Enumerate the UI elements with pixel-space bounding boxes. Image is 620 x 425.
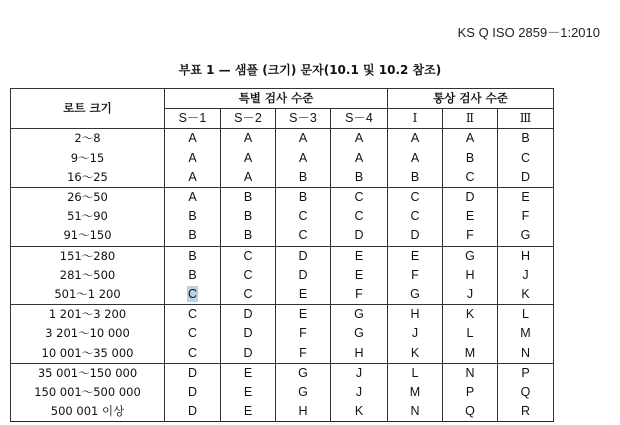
code-letter-cell: B (276, 168, 331, 188)
code-letter-cell: F (388, 266, 443, 285)
code-letter-cell: B (388, 168, 443, 188)
code-letter-cell: B (276, 188, 331, 208)
code-letter-cell: D (165, 383, 221, 402)
lot-size-cell: 150 001～500 000 (11, 383, 165, 402)
code-letter-cell: B (165, 207, 221, 226)
code-letter-cell: H (388, 305, 443, 325)
code-letter-cell: D (165, 363, 221, 383)
table-row (11, 402, 554, 422)
code-letter-cell: B (221, 188, 276, 208)
code-letter-cell: F (498, 207, 554, 226)
code-letter-cell: D (221, 305, 276, 325)
code-letter-cell: G (498, 226, 554, 246)
code-letter-cell: D (276, 246, 331, 266)
code-letter-cell: M (498, 324, 554, 343)
table-row (11, 324, 554, 343)
code-letter-cell: N (388, 402, 443, 422)
code-letter-cell: K (331, 402, 388, 422)
code-letter-cell: M (443, 344, 498, 364)
code-letter-cell: C (221, 285, 276, 305)
lot-size-cell: 500 001 이상 (11, 402, 165, 422)
code-letter-cell: K (443, 305, 498, 325)
code-letter-cell: E (498, 188, 554, 208)
code-letter-cell: C (331, 188, 388, 208)
code-letter-cell: J (331, 383, 388, 402)
table-row (11, 266, 554, 285)
code-letter-cell: G (443, 246, 498, 266)
table-row (11, 305, 554, 325)
code-letter-cell: E (388, 246, 443, 266)
special-inspection-level-header: 특별 검사 수준 (165, 89, 388, 109)
code-letter-cell: A (221, 168, 276, 188)
code-letter-cell: A (331, 129, 388, 149)
code-letter-cell: A (221, 129, 276, 149)
general-inspection-level-header: 통상 검사 수준 (388, 89, 554, 109)
code-letter-cell: G (388, 285, 443, 305)
code-letter-cell: D (276, 266, 331, 285)
code-letter-cell: E (221, 363, 276, 383)
code-letter-cell: C (276, 207, 331, 226)
table-row (11, 226, 554, 246)
level-header-s3: S－3 (276, 109, 331, 129)
code-letter-cell: C (388, 188, 443, 208)
code-letter-cell: L (498, 305, 554, 325)
code-letter-cell: F (276, 324, 331, 343)
table-caption: 부표 1 — 샘플 (크기) 문자(10.1 및 10.2 참조) (178, 63, 442, 77)
code-letter-cell: N (498, 344, 554, 364)
lot-size-header: 로트 크기 (11, 89, 165, 129)
code-letter-cell: C (388, 207, 443, 226)
code-letter-cell: A (221, 149, 276, 168)
table-row (11, 188, 554, 208)
level-header-i: Ⅰ (388, 109, 443, 129)
lot-size-cell: 1 201～3 200 (11, 305, 165, 325)
code-letter-cell: A (165, 149, 221, 168)
code-letter-cell: B (165, 246, 221, 266)
code-letter-cell: L (388, 363, 443, 383)
lot-size-cell: 151～280 (11, 246, 165, 266)
code-letter-cell: H (276, 402, 331, 422)
code-letter-cell: C (221, 246, 276, 266)
code-letter-cell: D (331, 226, 388, 246)
level-header-s2: S－2 (221, 109, 276, 129)
code-letter-cell: A (165, 168, 221, 188)
code-letter-cell: G (276, 363, 331, 383)
code-letter-cell: C (498, 149, 554, 168)
lot-size-group (11, 305, 554, 364)
code-letter-cell: C (165, 324, 221, 343)
code-letter-cell: C (443, 168, 498, 188)
lot-size-cell: 3 201～10 000 (11, 324, 165, 343)
code-letter-cell: B (165, 266, 221, 285)
table-row (11, 363, 554, 383)
level-header-ii: Ⅱ (443, 109, 498, 129)
code-letter-cell: F (276, 344, 331, 364)
standard-identifier: KS Q ISO 2859－1:2010 (457, 25, 600, 40)
code-letter-cell: A (388, 129, 443, 149)
code-letter-cell: Q (498, 383, 554, 402)
lot-size-cell: 281～500 (11, 266, 165, 285)
lot-size-group (11, 188, 554, 247)
level-header-s4: S－4 (331, 109, 388, 129)
code-letter-cell: N (443, 363, 498, 383)
code-letter-cell: A (165, 188, 221, 208)
code-letter-cell: J (443, 285, 498, 305)
code-letter-cell: D (498, 168, 554, 188)
lot-size-cell: 35 001～150 000 (11, 363, 165, 383)
code-letter-cell: F (443, 226, 498, 246)
lot-size-cell: 9～15 (11, 149, 165, 168)
code-letter-cell: G (331, 305, 388, 325)
code-letter-cell: A (443, 129, 498, 149)
code-letter-cell: E (443, 207, 498, 226)
code-letter-cell: J (388, 324, 443, 343)
code-letter-cell: K (388, 344, 443, 364)
lot-size-group (11, 246, 554, 305)
code-letter-cell: Q (443, 402, 498, 422)
code-letter-cell: P (498, 363, 554, 383)
code-letter-cell: B (165, 226, 221, 246)
code-letter-cell: C (165, 305, 221, 325)
code-letter-cell: C (331, 207, 388, 226)
code-letter-cell: A (276, 149, 331, 168)
code-letter-cell: B (443, 149, 498, 168)
code-letter-cell: B (221, 226, 276, 246)
code-letter-cell: G (276, 383, 331, 402)
lot-size-group (11, 129, 554, 188)
code-letter-cell: H (498, 246, 554, 266)
code-letter-cell: D (221, 324, 276, 343)
lot-size-cell: 51～90 (11, 207, 165, 226)
code-letter-cell: A (331, 149, 388, 168)
code-letter-cell: B (221, 207, 276, 226)
table-row (11, 149, 554, 168)
code-letter-cell: G (331, 324, 388, 343)
level-header-iii: Ⅲ (498, 109, 554, 129)
code-letter-cell: H (443, 266, 498, 285)
code-letter-cell: F (331, 285, 388, 305)
code-letter-cell: A (276, 129, 331, 149)
lot-size-cell: 26～50 (11, 188, 165, 208)
code-letter-cell: J (331, 363, 388, 383)
code-letter-cell: P (443, 383, 498, 402)
table-row (11, 246, 554, 266)
code-letter-cell: J (498, 266, 554, 285)
code-letter-cell: D (221, 344, 276, 364)
lot-size-cell: 10 001～35 000 (11, 344, 165, 364)
table-row (11, 207, 554, 226)
code-letter-cell: L (443, 324, 498, 343)
code-letter-cell: E (331, 266, 388, 285)
code-letter-cell: E (276, 285, 331, 305)
code-letter-cell: C (276, 226, 331, 246)
code-letter-cell: H (331, 344, 388, 364)
code-letter-cell: B (331, 168, 388, 188)
lot-size-cell: 501～1 200 (11, 285, 165, 305)
table-row (11, 344, 554, 364)
table-row (11, 129, 554, 149)
lot-size-group (11, 363, 554, 422)
code-letter-cell: R (498, 402, 554, 422)
code-letter-cell: D (388, 226, 443, 246)
code-letter-cell: E (276, 305, 331, 325)
code-letter-cell: E (221, 402, 276, 422)
code-letter-cell: E (331, 246, 388, 266)
lot-size-cell: 16～25 (11, 168, 165, 188)
code-letter-cell: M (388, 383, 443, 402)
table-row (11, 383, 554, 402)
lot-size-cell: 91～150 (11, 226, 165, 246)
code-letter-cell: B (498, 129, 554, 149)
lot-size-cell: 2～8 (11, 129, 165, 149)
selected-code-letter[interactable]: C (187, 287, 198, 302)
code-letter-cell: C (221, 266, 276, 285)
table-row (11, 168, 554, 188)
level-header-s1: S－1 (165, 109, 221, 129)
table-row (11, 285, 554, 305)
code-letter-cell: K (498, 285, 554, 305)
code-letter-cell (165, 285, 221, 305)
code-letter-cell: A (388, 149, 443, 168)
code-letter-cell: D (443, 188, 498, 208)
sample-size-code-table (10, 88, 554, 422)
code-letter-cell: D (165, 402, 221, 422)
code-letter-cell: A (165, 129, 221, 149)
code-letter-cell: E (221, 383, 276, 402)
code-letter-cell: C (165, 344, 221, 364)
